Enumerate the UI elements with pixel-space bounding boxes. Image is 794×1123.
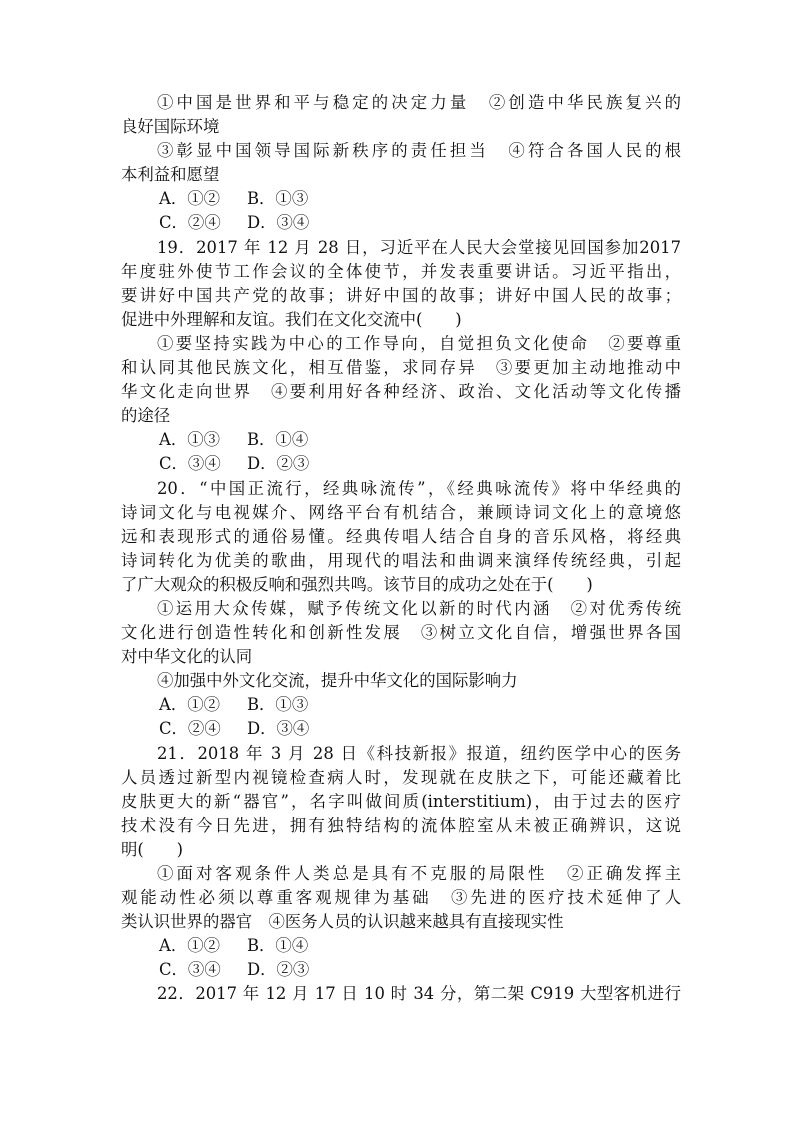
- answer-option: C．③④: [159, 960, 221, 980]
- question-20-stem: 20．“中国正流行，经典咏流传”，《经典咏流传》将中华经典的: [157, 478, 681, 498]
- answer-options: [121, 211, 681, 235]
- answer-option: C．③④: [159, 454, 221, 474]
- question-21-stem: 21．2018 年 3 月 28 日《科技新报》报道，纽约医学中心的医务: [157, 743, 681, 763]
- answer-option: A．①②: [159, 695, 221, 715]
- text-line: 人员透过新型内视镜检查病人时，发现就在皮肤之下，可能还藏着比: [121, 767, 681, 787]
- text-line: 对中华文化的认同: [121, 647, 253, 667]
- text-line: ③彰显中国领导国际新秩序的责任担当 ④符合各国人民的根: [157, 141, 681, 161]
- document-page: [121, 91, 681, 1007]
- text-line: 本利益和愿望: [121, 165, 220, 185]
- answer-option: A．①③: [159, 430, 221, 450]
- text-line: 文化进行创造性转化和创新性发展 ③树立文化自信，增强世界各国: [121, 623, 681, 643]
- text-line: 了广大观众的积极反响和强烈共鸣。该节目的成功之处在于( ): [121, 574, 593, 594]
- question-19-stem: 19．2017 年 12 月 28 日，习近平在人民大会堂接见回国参加2017: [157, 237, 681, 257]
- answer-option: D．③④: [247, 719, 310, 739]
- answer-options: [121, 717, 681, 741]
- text-line: 明( ): [121, 839, 183, 859]
- text-line: 远和表现形式的通俗易懂。经典传唱人结合自身的音乐风格，将经典: [121, 526, 681, 546]
- answer-options: [121, 428, 681, 452]
- text-line: 皮肤更大的新“器官”，名字叫做间质(interstitium)，由于过去的医疗: [121, 791, 681, 811]
- text-line: ①面对客观条件人类总是具有不克服的局限性 ②正确发挥主: [157, 864, 681, 883]
- text-line: 良好国际环境: [121, 117, 220, 137]
- answer-option: B．①④: [247, 936, 309, 956]
- answer-option: B．①④: [247, 430, 309, 450]
- text-line: 诗词转化为优美的歌曲，用现代的唱法和曲调来演绎传统经典，引起: [121, 550, 681, 570]
- answer-option: D．②③: [247, 960, 310, 980]
- text-line: ①运用大众传媒，赋予传统文化以新的时代内涵 ②对优秀传统: [157, 598, 681, 618]
- text-line: 要讲好中国共产党的故事；讲好中国的故事；讲好中国人民的故事；: [121, 285, 681, 305]
- text-line: 和认同其他民族文化，相互借鉴，求同存异 ③要更加主动地推动中: [121, 358, 681, 378]
- text-line: ①要坚持实践为中心的工作导向，自觉担负文化使命 ②要尊重: [157, 333, 681, 353]
- answer-options: [121, 452, 681, 476]
- text-line: 华文化走向世界 ④要利用好各种经济、政治、文化活动等文化传播: [121, 382, 681, 402]
- answer-options: [121, 958, 681, 982]
- text-line: ①中国是世界和平与稳定的决定力量 ②创造中华民族复兴的: [157, 93, 681, 112]
- answer-option: C．②④: [159, 719, 221, 739]
- text-line: 观能动性必须以尊重客观规律为基础 ③先进的医疗技术延伸了人: [121, 888, 681, 908]
- text-line: 类认识世界的器官 ④医务人员的认识越来越具有直接现实性: [121, 912, 564, 932]
- answer-option: D．③④: [247, 213, 310, 233]
- answer-option: A．①②: [159, 189, 221, 209]
- answer-option: D．②③: [247, 454, 310, 474]
- answer-option: B．①③: [247, 189, 309, 209]
- text-line: 技术没有今日先进，拥有独特结构的流体腔室从未被正确辨识，这说: [121, 815, 681, 835]
- answer-options: [121, 693, 681, 717]
- answer-option: B．①③: [247, 695, 309, 715]
- text-line: 的途径: [121, 406, 171, 426]
- answer-options: [121, 934, 681, 958]
- question-22-stem: 22．2017 年 12 月 17 日 10 时 34 分，第二架 C919 大型客机进行: [157, 984, 681, 1004]
- answer-option: A．①②: [159, 936, 221, 956]
- answer-options: [121, 187, 681, 211]
- text-line: 促进中外理解和友谊。我们在文化交流中( ): [121, 309, 462, 329]
- text-line: ④加强中外文化交流，提升中华文化的国际影响力: [157, 671, 518, 691]
- answer-option: C．②④: [159, 213, 221, 233]
- text-line: 年度驻外使节工作会议的全体使节，并发表重要讲话。习近平指出，: [121, 261, 681, 281]
- text-line: 诗词文化与电视媒介、网络平台有机结合，兼顾诗词文化上的意境悠: [121, 502, 681, 522]
